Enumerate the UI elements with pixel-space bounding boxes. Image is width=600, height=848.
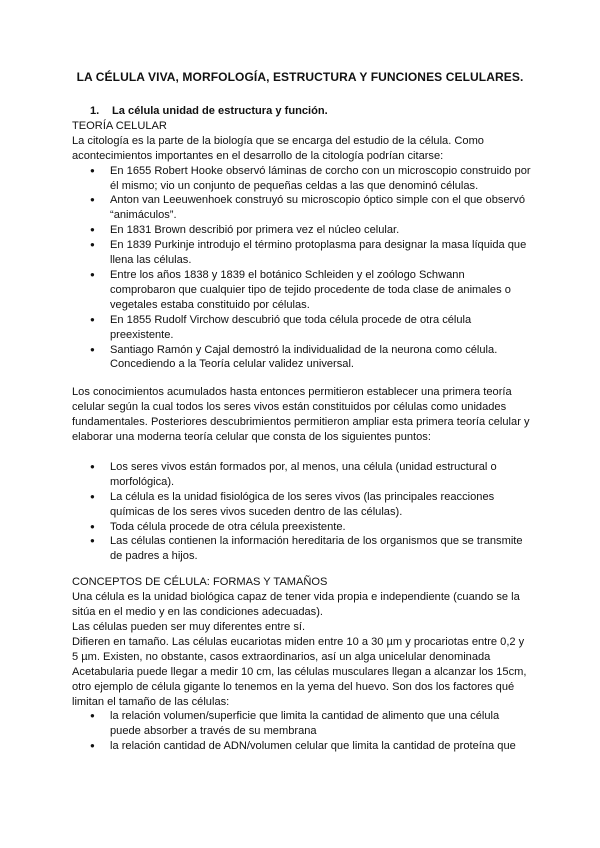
size-factors-list xyxy=(72,709,532,754)
list-item: ● la relación cantidad de ADN/volumen celular que limita la cantidad de proteína que xyxy=(72,739,532,754)
history-events-list xyxy=(72,164,532,373)
citologia-intro: La citología es la parte de la biología que se encarga del estudio de la célula. Como acontecimientos importantes en el desarrollo de la citología podrían citarse: xyxy=(72,134,484,162)
list-item: ● En 1831 Brown describió por primera vez el núcleo celular. xyxy=(72,223,532,238)
document-body xyxy=(72,104,532,754)
teoria-paragraph: Los conocimientos acumulados hasta entonces permitieron establecer una primera teoría celular según la cual todos los seres vivos están constituidos por células como unidades fundamentales. Posteriores descubrimientos permitieron ampliar esta primera teoría celular y elaborar una moderna teoría celular que consta de los siguientes puntos: xyxy=(72,386,530,444)
cell-definition: Una célula es la unidad biológica capaz de tener vida propia e independiente (cuando se la sitúa en el medio y en las condiciones adecuadas). xyxy=(72,591,520,619)
list-item: ● la relación volumen/superficie que limita la cantidad de alimento que una célula puede absorber a través de su membrana xyxy=(72,709,532,739)
list-item: ● En 1839 Purkinje introdujo el término protoplasma para designar la masa líquida que llena las células. xyxy=(72,238,532,268)
section-heading xyxy=(90,104,532,119)
list-item: ● Las células contienen la información hereditaria de los organismos que se transmite de padres a hijos. xyxy=(72,534,532,564)
list-item: ● Santiago Ramón y Cajal demostró la individualidad de la neurona como célula. Concediendo a la Teoría celular validez universal. xyxy=(72,343,532,373)
section-heading-text: La célula unidad de estructura y función. xyxy=(112,105,328,117)
section-number: 1. xyxy=(90,105,100,117)
conceptos-label: CONCEPTOS DE CÉLULA: FORMAS Y TAMAÑOS xyxy=(72,576,328,589)
list-item: ● Toda célula procede de otra célula preexistente. xyxy=(72,520,532,535)
list-item: ● La célula es la unidad fisiológica de los seres vivos (las principales reacciones químicas de los seres vivos suceden dentro de las células). xyxy=(72,490,532,520)
teoria-celular-label: TEORÍA CELULAR xyxy=(72,119,167,132)
list-item: ● Anton van Leeuwenhoek construyó su microscopio óptico simple con el que observó “animáculos”. xyxy=(72,193,532,223)
cell-shapes: Las células pueden ser muy diferentes entre sí. xyxy=(72,621,306,633)
cell-sizes: Difieren en tamaño. Las células eucariotas miden entre 10 a 30 µm y procariotas entre 0,2 y 5 µm. Existen, no obstante, casos extraordinarios, así un alga unicelular denominada Acetabularia puede llegar a medir 10 cm, las células musculares llegan a alcanzar los 15cm, otro ejemplo de célula gigante lo tenemos en la yema del huevo. Son dos los factores qué limitan el tamaño de las células: xyxy=(72,635,527,708)
list-item: ● Entre los años 1838 y 1839 el botánico Schleiden y el zoólogo Schwann comprobaron que cualquier tipo de tejido procedente de toda clase de animales o vegetales estaba constituido por células. xyxy=(72,268,532,313)
list-item: ● Los seres vivos están formados por, al menos, una célula (unidad estructural o morfológica). xyxy=(72,460,532,490)
document-title: LA CÉLULA VIVA, MORFOLOGÍA, ESTRUCTURA Y FUNCIONES CELULARES. xyxy=(76,70,524,84)
list-item: ● En 1655 Robert Hooke observó láminas de corcho con un microscopio construido por él mismo; vio un conjunto de pequeñas celdas a las que denominó células. xyxy=(72,164,532,194)
list-item: ● En 1855 Rudolf Virchow descubrió que toda célula procede de otra célula preexistente. xyxy=(72,313,532,343)
theory-points-list xyxy=(72,460,532,564)
